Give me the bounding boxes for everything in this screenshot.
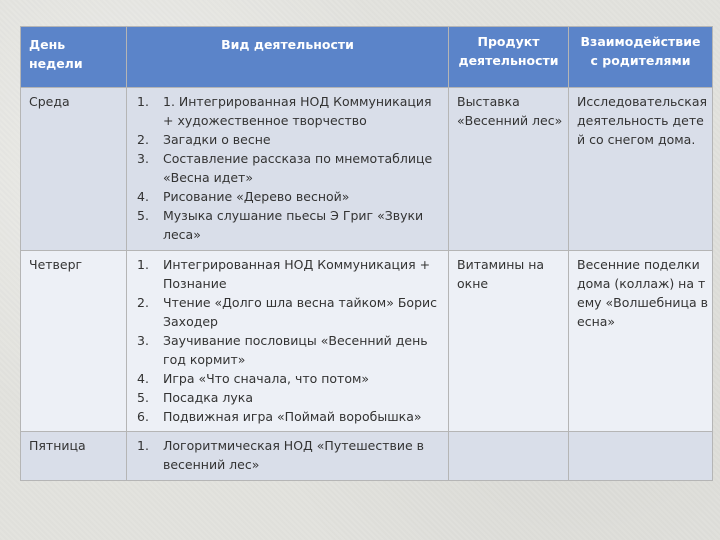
header-product: Продукт деятельности bbox=[449, 27, 569, 88]
header-row bbox=[21, 27, 713, 88]
activity-item: Подвижная игра «Поймай воробышка» bbox=[163, 409, 422, 424]
day-cell: Среда bbox=[21, 88, 127, 251]
table-body bbox=[21, 88, 713, 481]
table-row bbox=[21, 251, 713, 432]
product-cell bbox=[449, 432, 569, 481]
parents-cell: Весенние поделки дома (коллаж) на тему «Волшебница весна» bbox=[569, 251, 713, 432]
day-cell: Пятница bbox=[21, 432, 127, 481]
activity-item: Составление рассказа по мнемотаблице «Весна идет» bbox=[163, 151, 433, 185]
activity-item: Логоритмическая НОД «Путешествие в весенний лес» bbox=[163, 438, 425, 472]
activity-item: Интегрированная НОД Коммуникация + Познание bbox=[163, 257, 431, 291]
activity-list bbox=[127, 255, 442, 426]
parents-cell: Исследовательская деятельность детей со снегом дома. bbox=[569, 88, 713, 251]
activity-list bbox=[127, 92, 442, 244]
day-cell: Четверг bbox=[21, 251, 127, 432]
activity-item: Чтение «Долго шла весна тайком» Борис Заходер bbox=[163, 295, 438, 329]
product-cell: Витамины на окне bbox=[449, 251, 569, 432]
parents-cell bbox=[569, 432, 713, 481]
product-cell: Выставка «Весенний лес» bbox=[449, 88, 569, 251]
header-day: День недели bbox=[21, 27, 127, 88]
activity-item: Игра «Что сначала, что потом» bbox=[163, 371, 370, 386]
activity-item: Заучивание пословицы «Весенний день год кормит» bbox=[163, 333, 428, 367]
activity-cell bbox=[127, 251, 449, 432]
header-activity: Вид деятельности bbox=[127, 27, 449, 88]
activity-item: Рисование «Дерево весной» bbox=[163, 189, 350, 204]
table-header bbox=[21, 27, 713, 88]
activity-item: Посадка лука bbox=[163, 390, 254, 405]
weekly-plan-table bbox=[20, 26, 713, 481]
activity-cell bbox=[127, 88, 449, 251]
activity-item: 1. Интегрированная НОД Коммуникация + художественное творчество bbox=[163, 94, 432, 128]
activity-item: Музыка слушание пьесы Э Григ «Звуки леса» bbox=[163, 208, 424, 242]
table-row bbox=[21, 88, 713, 251]
activity-list bbox=[127, 436, 442, 474]
activity-item: Загадки о весне bbox=[163, 132, 271, 147]
header-parents: Взаимодействие с родителями bbox=[569, 27, 713, 88]
table-row bbox=[21, 432, 713, 481]
activity-cell bbox=[127, 432, 449, 481]
